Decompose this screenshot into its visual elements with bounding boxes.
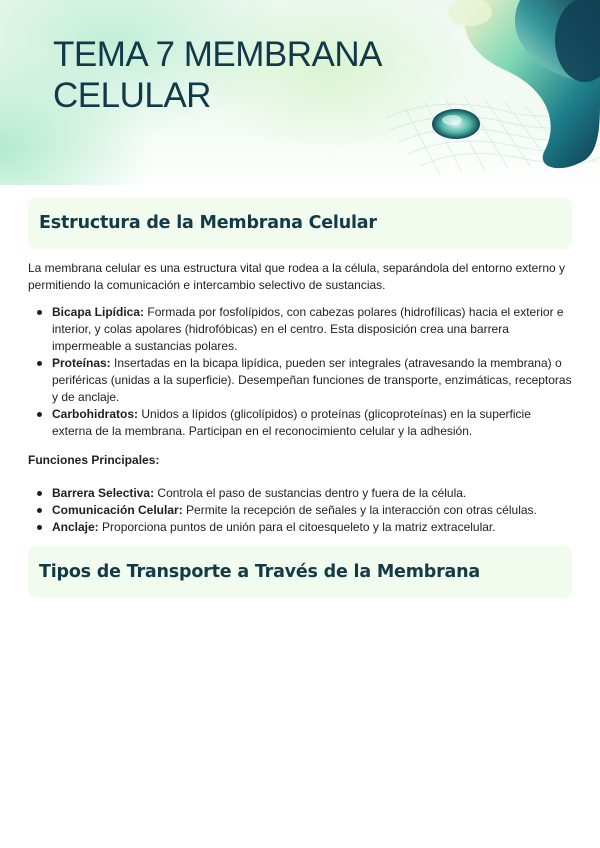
list-item-term: Anclaje:	[52, 520, 99, 534]
list-item-term: Bicapa Lipídica:	[52, 305, 145, 319]
list-item-text: Controla el paso de sustancias dentro y fuera de la célula.	[154, 486, 467, 500]
section-banner-transporte	[28, 546, 572, 598]
section-heading: Tipos de Transporte a Través de la Membrana	[39, 562, 480, 582]
list-item	[28, 406, 572, 440]
list-item	[28, 502, 572, 519]
list-item-term: Proteínas:	[52, 356, 111, 370]
header-banner	[0, 0, 600, 185]
components-list	[28, 304, 572, 440]
list-item-text: Unidos a lípidos (glicolípidos) o proteínas (glicoproteínas) en la superficie externa de la membrana. Participan en el reconocimiento celular y la adhesión.	[52, 407, 531, 438]
functions-list	[28, 485, 572, 536]
list-item	[28, 519, 572, 536]
list-item	[28, 485, 572, 502]
list-item-text: Proporciona puntos de unión para el citoesqueleto y la matriz extracelular.	[98, 520, 496, 534]
intro-paragraph: La membrana celular es una estructura vital que rodea a la célula, separándola del entorno externo y permitiendo la comunicación e intercambio selectivo de sustancias.	[28, 261, 565, 292]
list-item-term: Comunicación Celular:	[52, 503, 183, 517]
list-item-term: Carbohidratos:	[52, 407, 139, 421]
page-title: TEMA 7 MEMBRANA CELULAR	[53, 35, 382, 115]
section-banner-estructura	[28, 197, 572, 249]
list-item	[28, 355, 572, 406]
section-heading: Estructura de la Membrana Celular	[39, 213, 377, 233]
section-body	[28, 260, 572, 536]
list-item-text: Formada por fosfolípidos, con cabezas polares (hidrofílicas) hacia el exterior e interior, y colas apolares (hidrofóbicas) en el centro. Esta disposición crea una barrera impermeable a sustancias polares.	[52, 305, 564, 353]
list-item	[28, 304, 572, 355]
functions-heading: Funciones Principales:	[28, 453, 160, 467]
list-item-text: Permite la recepción de señales y la interacción con otras células.	[182, 503, 537, 517]
list-item-text: Insertadas en la bicapa lipídica, pueden ser integrales (atravesando la membrana) o periféricas (unidas a la superficie). Desempeñan funciones de transporte, enzimáticas, receptoras y de anclaje.	[52, 356, 572, 404]
list-item-term: Barrera Selectiva:	[52, 486, 155, 500]
